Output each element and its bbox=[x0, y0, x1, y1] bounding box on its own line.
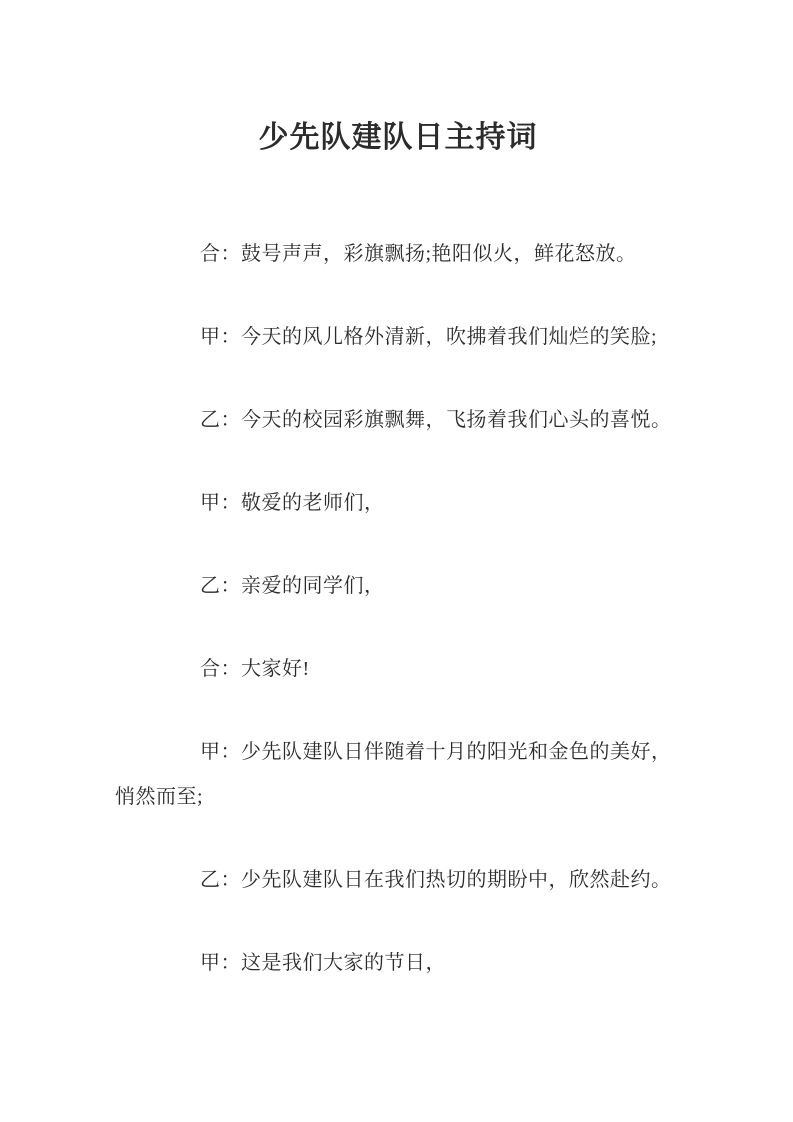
script-line-7: 甲：少先队建队日伴随着十月的阳光和金色的美好， bbox=[200, 741, 672, 763]
script-line-2: 甲：今天的风儿格外清新，吹拂着我们灿烂的笑脸; bbox=[200, 326, 658, 348]
script-line-8: 乙：少先队建队日在我们热切的期盼中，欣然赴约。 bbox=[200, 869, 672, 891]
script-line-1: 合：鼓号声声，彩旗飘扬;艳阳似火，鲜花怒放。 bbox=[200, 243, 637, 265]
script-line-3: 乙：今天的校园彩旗飘舞，飞扬着我们心头的喜悦。 bbox=[200, 409, 672, 431]
script-line-6: 合：大家好! bbox=[200, 658, 310, 680]
script-line-7-continuation: 悄然而至; bbox=[115, 786, 204, 808]
script-line-9: 甲：这是我们大家的节日， bbox=[200, 952, 446, 974]
script-line-4: 甲：敬爱的老师们， bbox=[200, 492, 385, 514]
script-line-5: 乙：亲爱的同学们， bbox=[200, 575, 385, 597]
document-title: 少先队建队日主持词 bbox=[258, 121, 538, 154]
